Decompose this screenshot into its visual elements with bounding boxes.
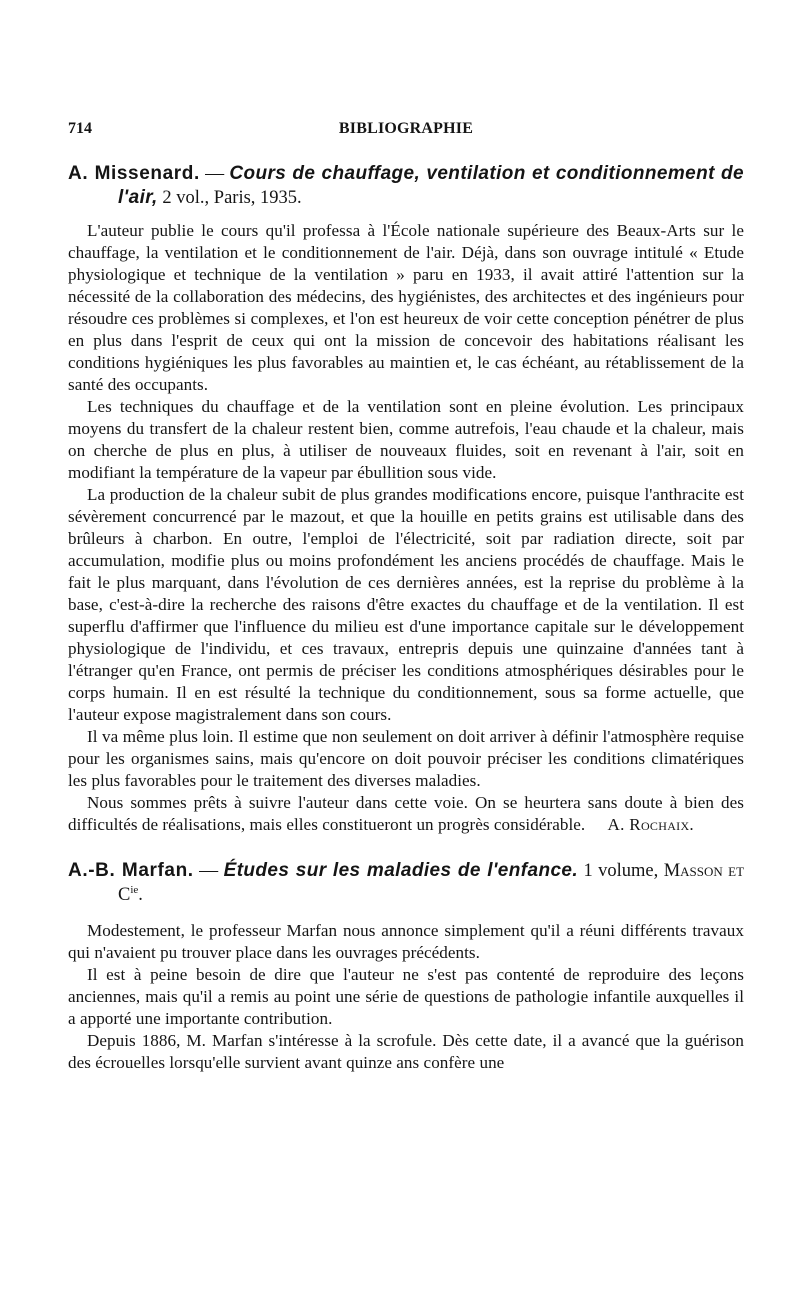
body-paragraph: Les techniques du chauffage et de la ventilation sont en pleine évolution. Les principaux moyens du transfert de la chaleur restent bien, comme autrefois, l'eau chaude et la chaleur, mais on cherche de plus en plus, à utiliser de nouveaux fluides, soit en revenant à l'air, soit en modifiant la température de la vapeur par ébullition sous vide. — [68, 397, 744, 482]
publisher-superscript: ie — [130, 883, 139, 896]
body-paragraph: L'auteur publie le cours qu'il professa à l'École nationale supérieure des Beaux-Arts sur le chauffage, la ventilation et le conditionnement de l'air. Déjà, dans son ouvrage intitulé « Etude physiologique et technique de la ventilation » paru en 1933, il avait attiré l'attention sur la nécessité de la collaboration des médecins, des hygiénistes, des architectes et des ingénieurs pour résoudre ces problèmes si complexes, et l'on est heureux de voir cette conception pénétrer de plus en plus dans l'esprit de ceux qui ont la mission de concevoir des habitations réalisant les conditions hygiéniques les plus favorables au maintien et, le cas échéant, au rétablissement de la santé des occupants. — [68, 221, 744, 394]
entry-title: Cours de chauffage, ventilation et conditionnement de l'air, — [118, 163, 745, 208]
entry-body — [68, 220, 744, 836]
entry-author: A.-B. Marfan. — [68, 860, 194, 881]
document-page — [68, 120, 744, 1074]
entry-dash: — — [205, 163, 225, 184]
bibliography-entry-missenard — [68, 162, 744, 836]
entry-separator — [68, 836, 744, 859]
running-head — [68, 120, 744, 146]
body-paragraph: Il est à peine besoin de dire que l'auteur ne s'est pas contenté de reproduire des leçons anciennes, mais qu'il a remis au point une série de questions de pathologie infantile auxquelles il a apporté une importante contribution. — [68, 965, 744, 1028]
body-paragraph: Depuis 1886, M. Marfan s'intéresse à la scrofule. Dès cette date, il a avancé que la guérison des écrouelles lorsqu'elle survient avant quinze ans confère une — [68, 1031, 744, 1072]
publisher-end: . — [138, 885, 143, 905]
bibliography-entry-marfan — [68, 859, 744, 1074]
entry-dash: — — [199, 860, 219, 881]
publisher-name: Masson et C — [118, 861, 745, 905]
entry-heading — [68, 162, 744, 210]
body-paragraph: Nous sommes prêts à suivre l'auteur dans cette voie. On se heurtera sans doute à bien des difficultés de réalisations, mais elles constitueront un progrès considérable. — [68, 793, 744, 834]
entry-title: Études sur les maladies de l'enfance. — [223, 860, 579, 881]
entry-publication: 2 vol., Paris, 1935. — [162, 188, 302, 208]
entry-publication: 1 volume, — [583, 861, 659, 881]
entry-author: A. Missenard. — [68, 163, 200, 184]
entry-heading — [68, 859, 744, 907]
entry-body — [68, 920, 744, 1074]
body-paragraph: Il va même plus loin. Il estime que non seulement on doit arriver à définir l'atmosphère requise pour les organismes sains, mais qu'encore on doit pouvoir préciser les conditions climatériques les plus favorables pour le traitement des diverses maladies. — [68, 727, 744, 790]
body-paragraph: Modestement, le professeur Marfan nous annonce simplement qu'il a réuni différents travaux qui n'avaient pu trouver place dans les ouvrages précédents. — [68, 921, 744, 962]
reviewer-name: A. Rochaix. — [607, 815, 694, 834]
body-paragraph: La production de la chaleur subit de plus grandes modifications encore, puisque l'anthracite est sévèrement concurrencé par le mazout, et que la houille en petits grains est utilisable dans des brûleurs à charbon. En outre, l'emploi de l'électricité, soit par radiation directe, soit par accumulation, modifie plus ou moins profondément les anciens procédés de chauffage. Mais le fait le plus marquant, dans l'évolution de ces dernières années, est la reprise du problème à la base, c'est-à-dire la recherche des raisons d'être exactes du chauffage et de la ventilation. Il est superflu d'affirmer que l'influence du milieu est d'une importance capitale sur le développement physiologique de l'individu, et ces travaux, entrepris depuis une quinzaine d'années tant à l'étranger qu'en France, ont permis de préciser les conditions atmosphériques désirables pour le corps humain. Il en est résulté la technique du conditionnement, sous sa forme actuelle, que l'auteur expose magistralement dans son cours. — [68, 485, 744, 724]
section-title: BIBLIOGRAPHIE — [338, 120, 474, 137]
page-number: 714 — [68, 120, 92, 137]
